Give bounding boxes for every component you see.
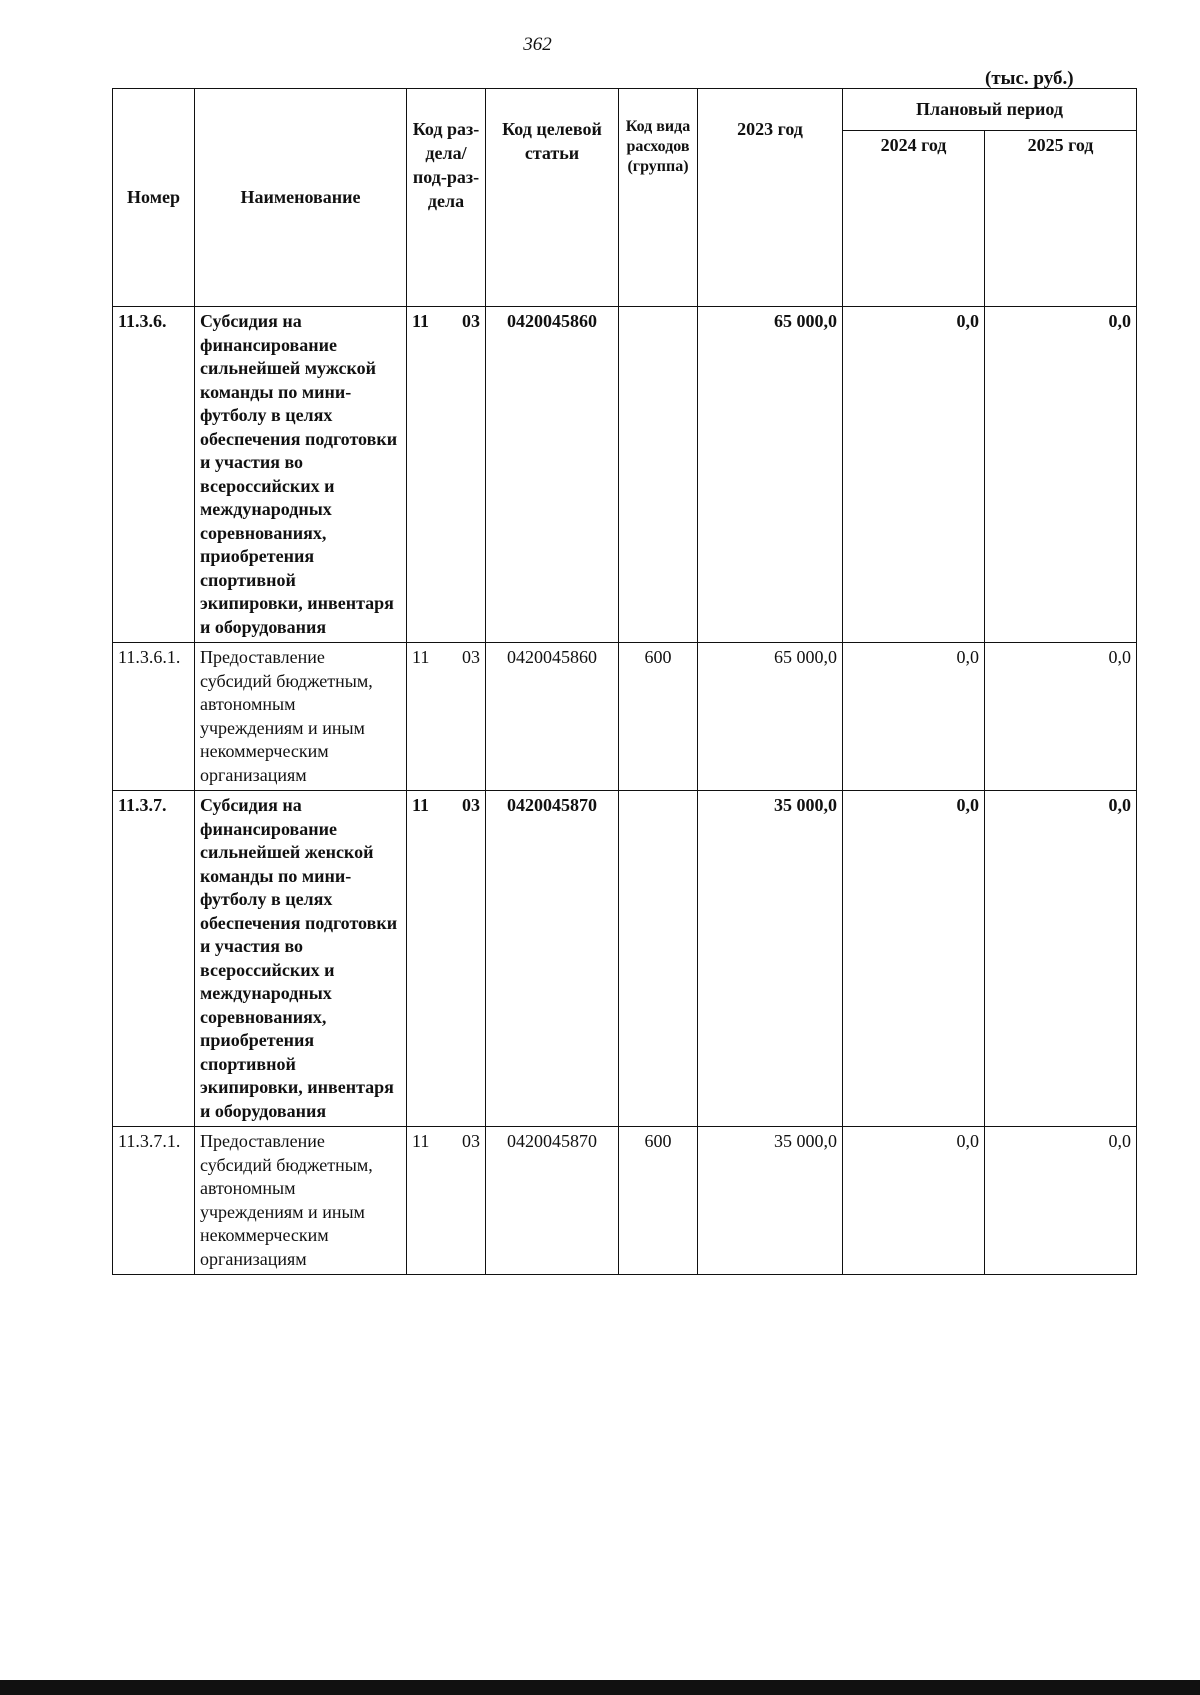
row-number: 11.3.7.1.	[113, 1127, 195, 1275]
header-number: Номер	[113, 89, 195, 307]
row-name: Предоставление субсидий бюджетным, автономным учреждениям и иным некоммерческим организациям	[195, 1127, 407, 1275]
section-code: 11	[412, 311, 430, 331]
subsection-code: 03	[462, 311, 480, 331]
row-section-code	[407, 307, 486, 643]
header-name: Наименование	[195, 89, 407, 307]
row-section-code	[407, 1127, 486, 1275]
row-target-code: 0420045860	[486, 307, 619, 643]
row-name: Субсидия на финансирование сильнейшей мужской команды по мини-футболу в целях обеспечения подготовки и участия во всероссийских и международных соревнованиях, приобретения спортивной экипировки, инвентаря и оборудования	[195, 307, 407, 643]
row-value-2024: 0,0	[843, 307, 985, 643]
row-expense-code	[619, 791, 698, 1127]
row-value-2023: 65 000,0	[698, 643, 843, 791]
row-value-2025: 0,0	[985, 307, 1137, 643]
header-planned-period: Плановый период	[843, 89, 1137, 131]
section-code: 11	[412, 1131, 430, 1151]
units-label: (тыс. руб.)	[985, 68, 1074, 89]
row-number: 11.3.7.	[113, 791, 195, 1127]
row-name: Предоставление субсидий бюджетным, автономным учреждениям и иным некоммерческим организациям	[195, 643, 407, 791]
row-value-2023: 35 000,0	[698, 1127, 843, 1275]
header-year-2025: 2025 год	[985, 131, 1137, 307]
table-row	[113, 643, 1137, 791]
row-number: 11.3.6.1.	[113, 643, 195, 791]
section-code: 11	[412, 647, 430, 667]
header-expense-code: Код вида расходов (группа)	[619, 89, 698, 307]
header-target-code: Код целевой статьи	[486, 89, 619, 307]
row-number: 11.3.6.	[113, 307, 195, 643]
subsection-code: 03	[462, 647, 480, 667]
subsection-code: 03	[462, 795, 480, 815]
page-number: 362	[523, 34, 552, 55]
row-value-2024: 0,0	[843, 791, 985, 1127]
row-target-code: 0420045870	[486, 791, 619, 1127]
header-year-2023: 2023 год	[698, 89, 843, 307]
row-value-2023: 35 000,0	[698, 791, 843, 1127]
table-row	[113, 307, 1137, 643]
row-expense-code: 600	[619, 643, 698, 791]
header-year-2024: 2024 год	[843, 131, 985, 307]
row-value-2024: 0,0	[843, 643, 985, 791]
row-value-2023: 65 000,0	[698, 307, 843, 643]
scan-bottom-edge	[0, 1680, 1200, 1695]
row-target-code: 0420045860	[486, 643, 619, 791]
budget-table	[112, 88, 1137, 1275]
table-row	[113, 1127, 1137, 1275]
row-section-code	[407, 791, 486, 1127]
row-value-2025: 0,0	[985, 791, 1137, 1127]
row-name: Субсидия на финансирование сильнейшей женской команды по мини-футболу в целях обеспечения подготовки и участия во всероссийских и международных соревнованиях, приобретения спортивной экипировки, инвентаря и оборудования	[195, 791, 407, 1127]
section-code: 11	[412, 795, 430, 815]
row-expense-code	[619, 307, 698, 643]
header-section-code: Код раз-дела/под-раз-дела	[407, 89, 486, 307]
row-value-2025: 0,0	[985, 643, 1137, 791]
row-expense-code: 600	[619, 1127, 698, 1275]
subsection-code: 03	[462, 1131, 480, 1151]
row-target-code: 0420045870	[486, 1127, 619, 1275]
row-value-2025: 0,0	[985, 1127, 1137, 1275]
row-value-2024: 0,0	[843, 1127, 985, 1275]
row-section-code	[407, 643, 486, 791]
table-row	[113, 791, 1137, 1127]
